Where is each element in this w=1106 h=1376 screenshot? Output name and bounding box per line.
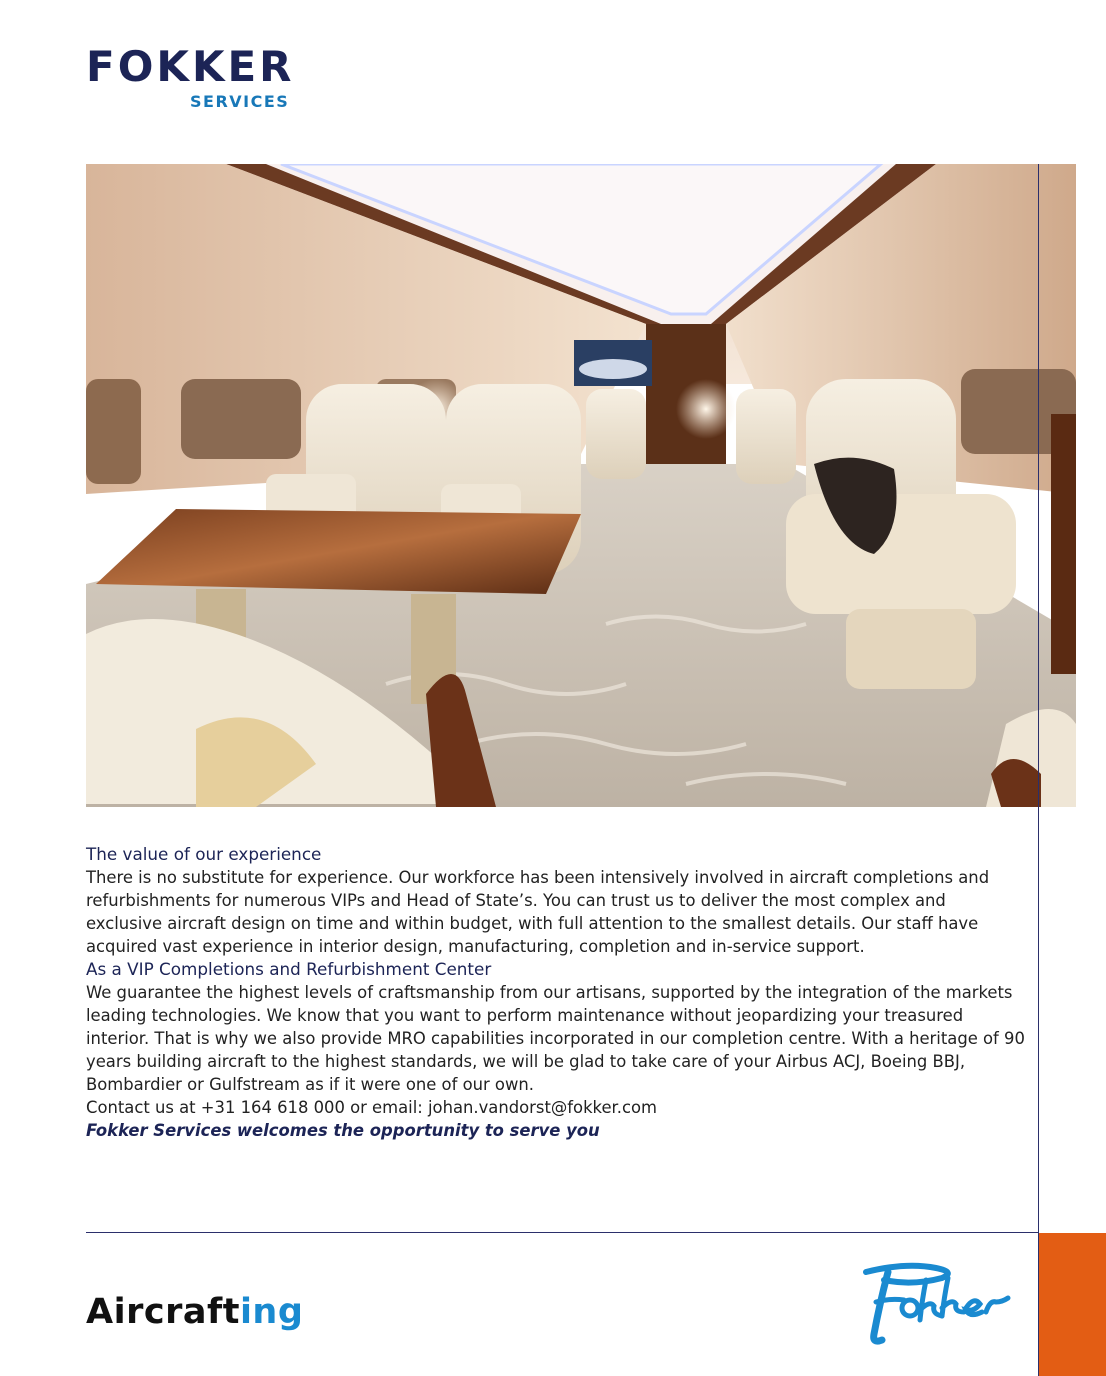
tagline: Fokker Services welcomes the opportunity to serve you <box>86 1121 600 1140</box>
aircrafting-logo <box>86 1292 303 1332</box>
aircrafting-suffix: ing <box>239 1292 304 1332</box>
section-body-experience: There is no substitute for experience. Our workforce has been intensively involved in aircraft completions and refurbishments for numerous VIPs and Head of State’s. You can trust us to deliver the most complex and exclusive aircraft design on time and within budget, with full attention to the smallest details. Our staff have acquired vast experience in interior design, manufacturing, completion and in-service support. <box>86 868 990 956</box>
fokker-script-logo <box>858 1258 1018 1352</box>
fokker-services-logo <box>86 42 295 111</box>
horizontal-rule <box>86 1232 1039 1233</box>
cabin-interior-photo <box>86 164 1076 807</box>
brand-division: SERVICES <box>190 92 290 111</box>
contact-line: Contact us at +31 164 618 000 or email: johan.vandorst@fokker.com <box>86 1098 657 1117</box>
body-content <box>86 843 1026 1142</box>
brand-name: FOKKER <box>86 42 295 91</box>
section-body-vip-center: We guarantee the highest levels of craftsmanship from our artisans, supported by the integration of the markets leading technologies. We know that you want to perform maintenance without jeopardizing your treasured interior. That is why we also provide MRO capabilities incorporated in our completion centre. With a heritage of 90 years building aircraft to the highest standards, we will be glad to take care of your Airbus ACJ, Boeing BBJ, Bombardier or Gulfstream as if it were one of our own. <box>86 983 1025 1094</box>
section-heading-vip-center: As a VIP Completions and Refurbishment Center <box>86 959 492 979</box>
aircrafting-main: Aircraft <box>86 1292 240 1332</box>
orange-corner-tab <box>1039 1233 1106 1376</box>
vertical-rule <box>1038 164 1039 1376</box>
section-heading-experience: The value of our experience <box>86 844 322 864</box>
